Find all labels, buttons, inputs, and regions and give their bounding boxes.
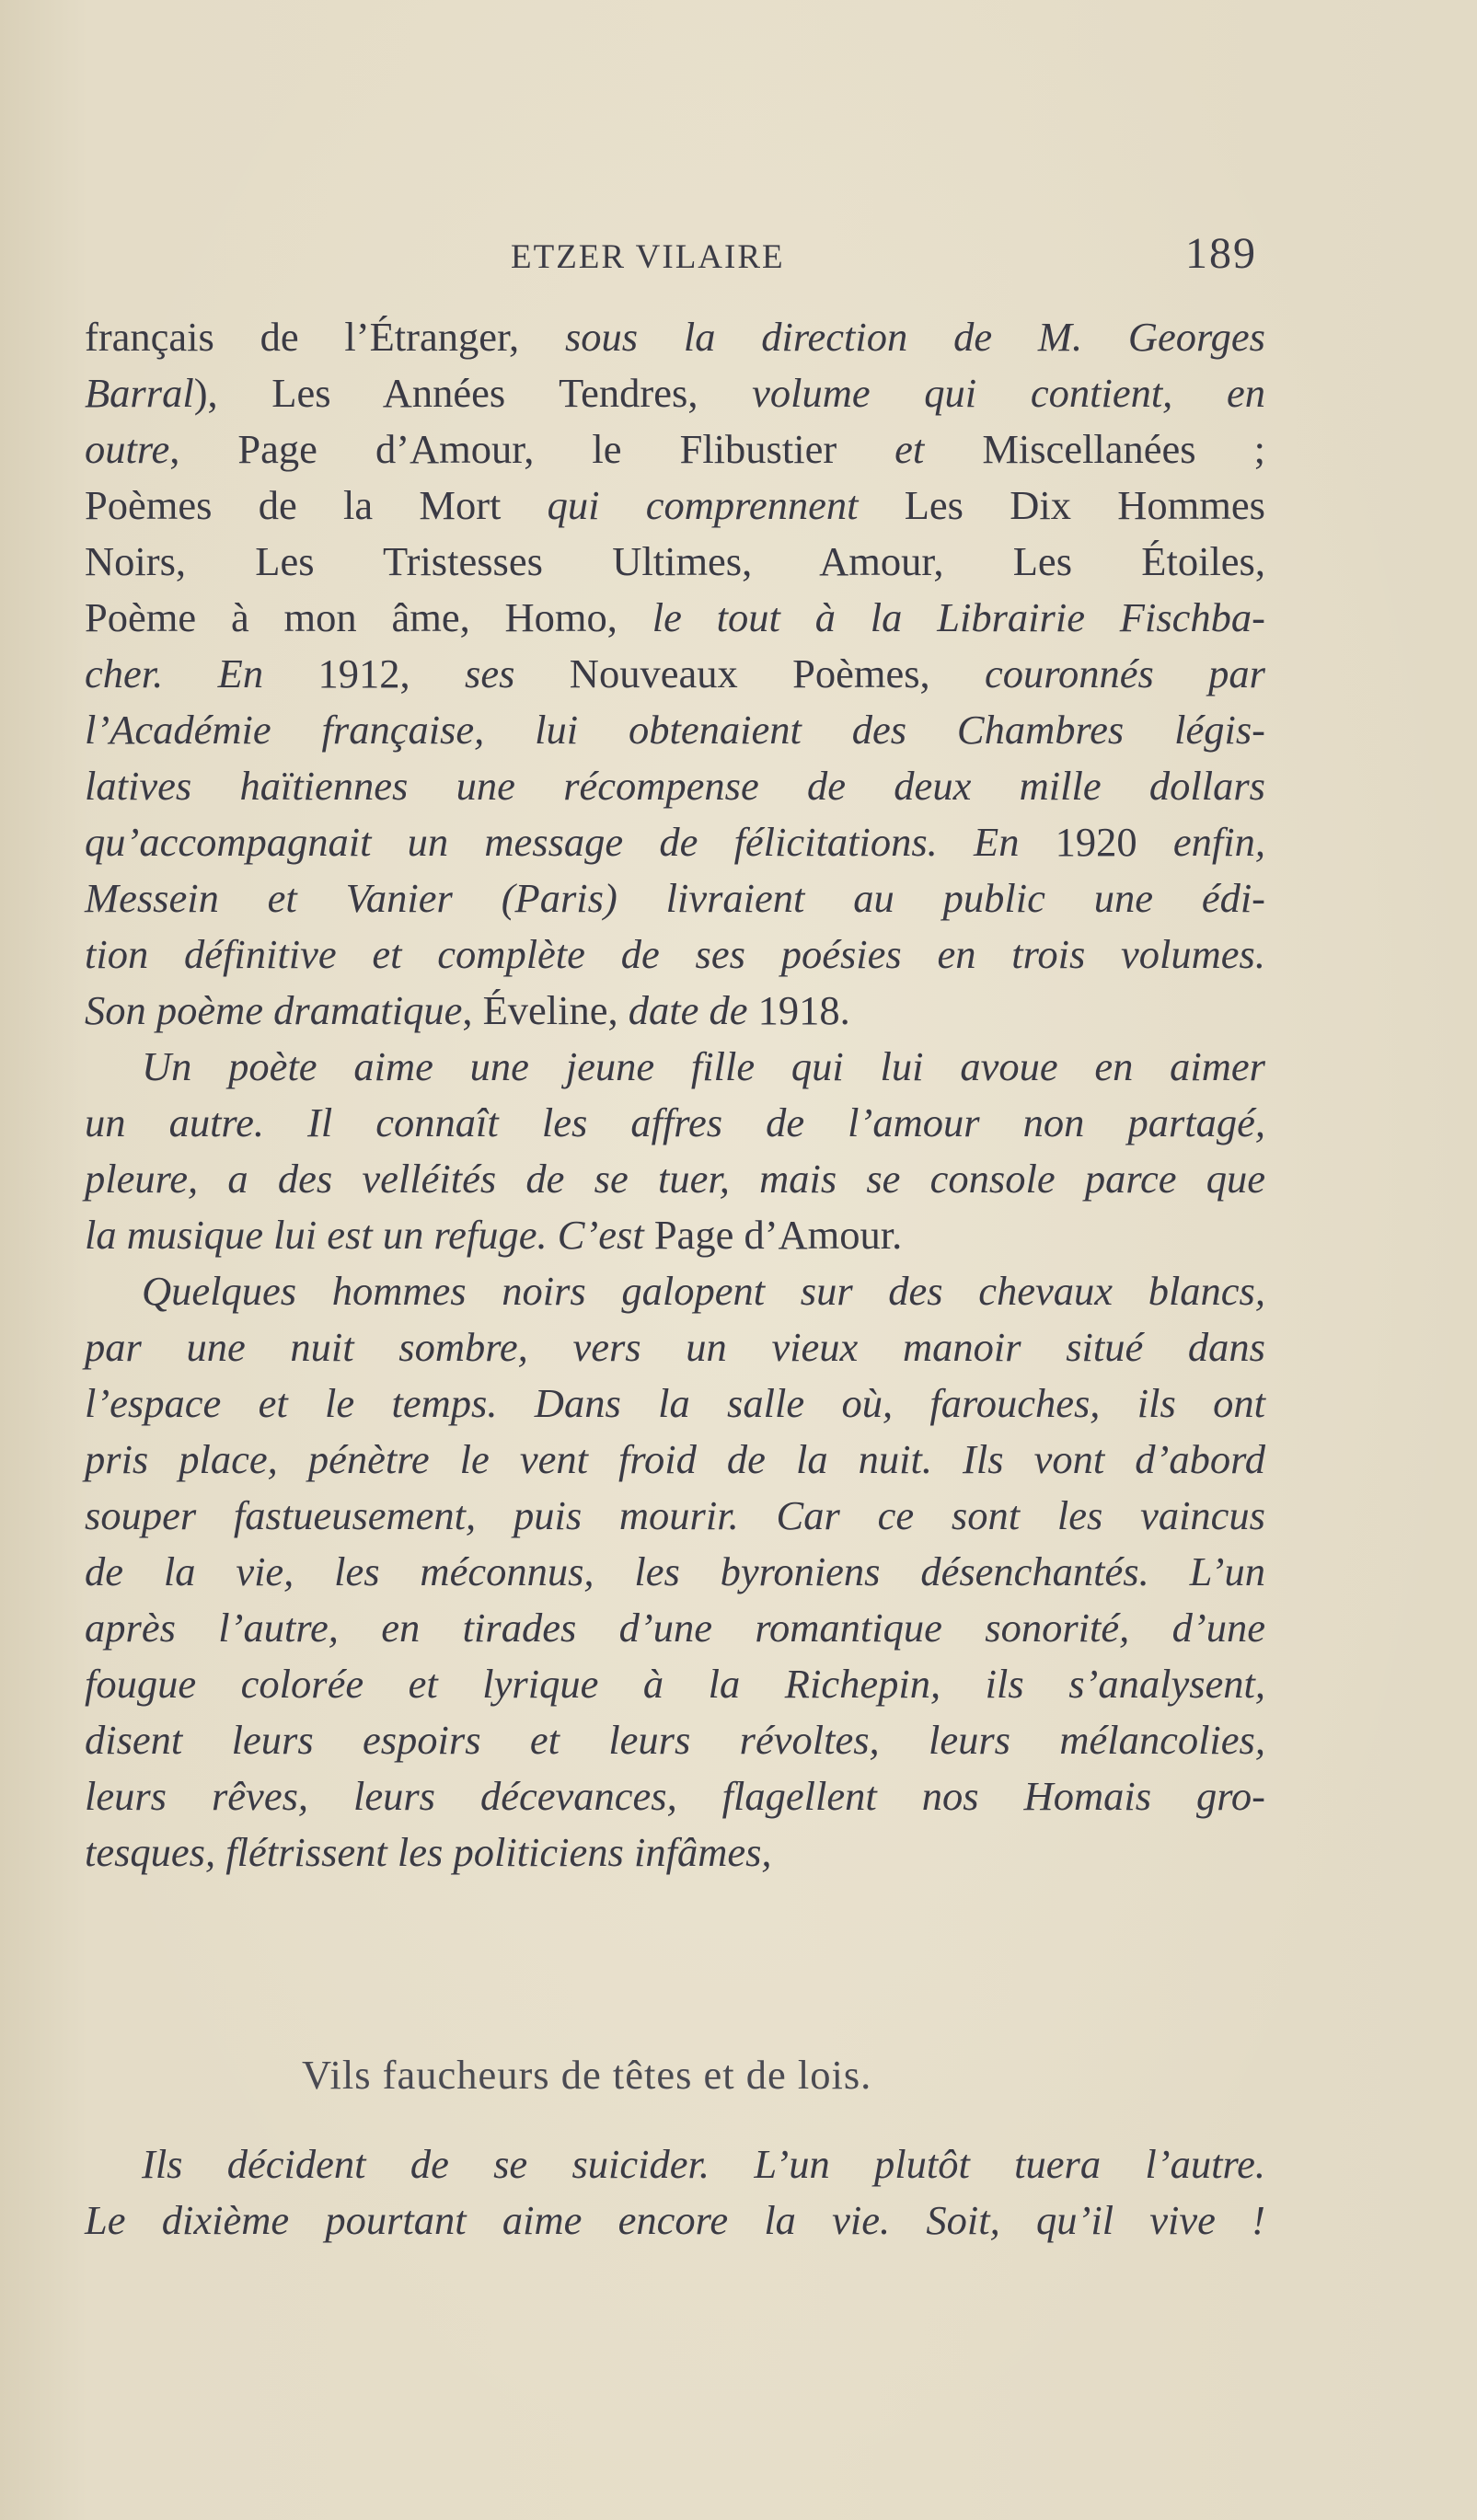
text-line: de la vie, les méconnus, les byroniens désenchantés. L’un [85,1548,1265,1594]
text-line: Noirs, Les Tristesses Ultimes, Amour, Les Étoiles, [85,538,1265,584]
text-line: Messein et Vanier (Paris) livraient au public une édi- [85,875,1265,921]
text-line: disent leurs espoirs et leurs révoltes, leurs mélancolies, [85,1717,1265,1763]
text-line: latives haïtiennes une récompense de deux mille dollars [85,763,1265,809]
text-line: qu’accompagnait un message de félicitations. En 1920 enfin, [85,819,1266,865]
text-line: Poèmes de la Mort qui comprennent Les Dix Hommes [85,482,1265,528]
text-line: leurs rêves, leurs décevances, flagellent nos Homais gro- [85,1773,1265,1819]
text-line: un autre. Il connaît les affres de l’amour non partagé, [85,1099,1265,1145]
running-title: ETZER VILAIRE [511,238,785,276]
quoted-verse: Vils faucheurs de têtes et de lois. [302,2052,872,2098]
text-line: Barral), Les Années Tendres, volume qui contient, en [85,370,1265,416]
text-line: tion définitive et complète de ses poésies en trois volumes. [85,931,1265,977]
text-line: Quelques hommes noirs galopent sur des chevaux blancs, [142,1268,1265,1314]
text-line: outre, Page d’Amour, le Flibustier et Miscellanées ; [85,426,1265,472]
text-line: cher. En 1912, ses Nouveaux Poèmes, couronnés par [85,650,1265,696]
page-number: 189 [1185,229,1257,278]
text-line: Ils décident de se suicider. L’un plutôt tuera l’autre. [142,2141,1265,2187]
text-line: souper fastueusement, puis mourir. Car ce sont les vaincus [85,1492,1265,1538]
text-line: français de l’Étranger, sous la direction de M. Georges [85,314,1265,360]
text-line: pleure, a des velléités de se tuer, mais se console parce que [85,1156,1265,1202]
text-line: Le dixième pourtant aime encore la vie. Soit, qu’il vive ! [85,2197,1265,2243]
text-line: Un poète aime une jeune fille qui lui avoue en aimer [142,1043,1265,1089]
text-line: après l’autre, en tirades d’une romantique sonorité, d’une [85,1605,1265,1651]
text-line: l’Académie française, lui obtenaient des Chambres légis- [85,707,1265,753]
running-head [0,0,1477,304]
text-line: Son poème dramatique, Éveline, date de 1918. [85,987,850,1033]
text-line: la musique lui est un refuge. C’est Page d’Amour. [85,1212,903,1258]
text-line: Poème à mon âme, Homo, le tout à la Librairie Fischba- [85,594,1265,640]
text-line: pris place, pénètre le vent froid de la nuit. Ils vont d’abord [85,1436,1265,1482]
text-line: fougue colorée et lyrique à la Richepin, ils s’analysent, [85,1661,1265,1707]
text-line: tesques, flétrissent les politiciens infâmes, [85,1829,772,1875]
text-line: l’espace et le temps. Dans la salle où, farouches, ils ont [85,1380,1265,1426]
text-line: par une nuit sombre, vers un vieux manoir situé dans [85,1324,1265,1370]
